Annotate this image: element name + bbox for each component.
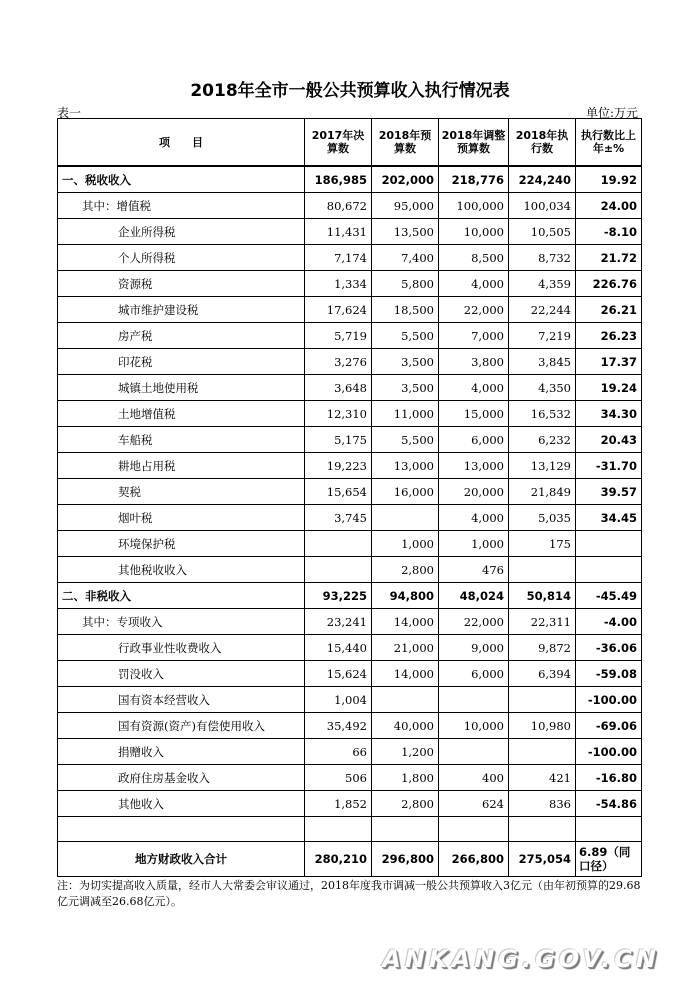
cell-2018-budget: 13,000: [372, 453, 439, 479]
cell-2018-executed: 5,035: [509, 505, 576, 531]
cell-2018-executed: 22,244: [509, 297, 576, 323]
cell-2018-budget: 18,500: [372, 297, 439, 323]
row-item-name: 环境保护税: [58, 531, 305, 557]
cell-2017-final: 1,852: [305, 791, 372, 817]
row-item-name: 行政事业性收费收入: [58, 635, 305, 661]
table-row: [58, 193, 642, 219]
row-item-name: 房产税: [58, 323, 305, 349]
table-row: [58, 557, 642, 583]
cell-2018-executed: 7,219: [509, 323, 576, 349]
cell-2017-final: 23,241: [305, 609, 372, 635]
cell-2018-adjusted: 218,776: [439, 166, 509, 193]
total-2017-final: 280,210: [305, 842, 372, 877]
table-row: [58, 739, 642, 765]
cell-growth: -54.86: [576, 791, 642, 817]
header-2017-final: 2017年决算数: [305, 119, 372, 167]
section-row: [58, 166, 642, 193]
cell-2018-adjusted: 7,000: [439, 323, 509, 349]
cell-2017-final: 11,431: [305, 219, 372, 245]
cell-2018-executed: 224,240: [509, 166, 576, 193]
cell-growth: 19.24: [576, 375, 642, 401]
table-row: [58, 765, 642, 791]
row-item-name: 企业所得税: [58, 219, 305, 245]
cell-2018-executed: 13,129: [509, 453, 576, 479]
cell-2017-final: 80,672: [305, 193, 372, 219]
cell-2018-budget: 14,000: [372, 661, 439, 687]
watermark: ANKANG.GOV.CN: [382, 945, 660, 973]
cell-2018-adjusted: 476: [439, 557, 509, 583]
cell-2018-adjusted: 100,000: [439, 193, 509, 219]
header-growth: 执行数比上年±%: [576, 119, 642, 167]
cell-growth: 24.00: [576, 193, 642, 219]
total-row: [58, 842, 642, 877]
row-item-name: 二、非税收入: [58, 583, 305, 609]
cell-2017-final: 93,225: [305, 583, 372, 609]
cell-2018-executed: 100,034: [509, 193, 576, 219]
cell-growth: 26.21: [576, 297, 642, 323]
cell-growth: -69.06: [576, 713, 642, 739]
cell-2018-adjusted: 4,000: [439, 375, 509, 401]
table-row: [58, 323, 642, 349]
cell-2018-executed: [509, 739, 576, 765]
cell-2018-budget: [372, 505, 439, 531]
cell-2018-adjusted: 6,000: [439, 661, 509, 687]
cell-2018-executed: 50,814: [509, 583, 576, 609]
row-item-name: 城市维护建设税: [58, 297, 305, 323]
table-row: [58, 505, 642, 531]
cell-2017-final: 12,310: [305, 401, 372, 427]
cell-2018-executed: 175: [509, 531, 576, 557]
row-item-name: 其中：增值税: [58, 193, 305, 219]
cell-2017-final: 15,624: [305, 661, 372, 687]
table-row: [58, 661, 642, 687]
cell-2017-final: 5,719: [305, 323, 372, 349]
cell-2018-budget: 16,000: [372, 479, 439, 505]
total-label: 地方财政收入合计: [58, 842, 305, 877]
cell-2017-final: 7,174: [305, 245, 372, 271]
header-2018-executed: 2018年执行数: [509, 119, 576, 167]
cell-2018-executed: [509, 687, 576, 713]
header-item: 项 目: [58, 119, 305, 167]
row-item-name: 罚没收入: [58, 661, 305, 687]
unit-label: 单位:万元: [585, 106, 638, 120]
cell-growth: [576, 531, 642, 557]
cell-growth: -59.08: [576, 661, 642, 687]
total-2018-budget: 296,800: [372, 842, 439, 877]
cell-2018-budget: 94,800: [372, 583, 439, 609]
table-row: [58, 219, 642, 245]
table-row: [58, 375, 642, 401]
row-item-name: 烟叶税: [58, 505, 305, 531]
cell-2018-adjusted: [439, 687, 509, 713]
cell-growth: -4.00: [576, 609, 642, 635]
cell-2018-executed: 10,980: [509, 713, 576, 739]
cell-2018-executed: [509, 557, 576, 583]
table-row: [58, 427, 642, 453]
blank-cell: [439, 817, 509, 842]
row-item-name: 捐赠收入: [58, 739, 305, 765]
cell-2018-adjusted: 624: [439, 791, 509, 817]
cell-2017-final: 5,175: [305, 427, 372, 453]
cell-2018-executed: 22,311: [509, 609, 576, 635]
cell-2018-adjusted: 15,000: [439, 401, 509, 427]
row-item-name: 政府住房基金收入: [58, 765, 305, 791]
cell-growth: -36.06: [576, 635, 642, 661]
blank-cell: [576, 817, 642, 842]
cell-growth: -100.00: [576, 739, 642, 765]
cell-2018-budget: 2,800: [372, 791, 439, 817]
cell-2017-final: 3,745: [305, 505, 372, 531]
section-row: [58, 583, 642, 609]
cell-growth: 39.57: [576, 479, 642, 505]
cell-2018-adjusted: 400: [439, 765, 509, 791]
cell-2017-final: 35,492: [305, 713, 372, 739]
row-item-name: 一、税收收入: [58, 166, 305, 193]
cell-2018-executed: 836: [509, 791, 576, 817]
cell-2018-budget: 1,800: [372, 765, 439, 791]
row-item-name: 印花税: [58, 349, 305, 375]
cell-growth: -16.80: [576, 765, 642, 791]
cell-growth: [576, 557, 642, 583]
cell-2018-executed: 3,845: [509, 349, 576, 375]
cell-2018-executed: 421: [509, 765, 576, 791]
blank-row: [58, 817, 642, 842]
total-growth: 6.89（同口径）: [576, 842, 642, 877]
cell-2017-final: 1,004: [305, 687, 372, 713]
cell-2018-budget: 13,500: [372, 219, 439, 245]
table-row: [58, 713, 642, 739]
cell-2017-final: 186,985: [305, 166, 372, 193]
table-row: [58, 453, 642, 479]
row-item-name: 土地增值税: [58, 401, 305, 427]
cell-2018-adjusted: 4,000: [439, 271, 509, 297]
row-item-name: 国有资本经营收入: [58, 687, 305, 713]
cell-2018-adjusted: 3,800: [439, 349, 509, 375]
row-item-name: 国有资源(资产)有偿使用收入: [58, 713, 305, 739]
table-label: 表一: [57, 106, 82, 120]
cell-2018-adjusted: 13,000: [439, 453, 509, 479]
cell-growth: 34.45: [576, 505, 642, 531]
row-item-name: 资源税: [58, 271, 305, 297]
cell-2018-executed: 6,232: [509, 427, 576, 453]
blank-cell: [372, 817, 439, 842]
cell-growth: 20.43: [576, 427, 642, 453]
row-item-name: 耕地占用税: [58, 453, 305, 479]
cell-2018-adjusted: 10,000: [439, 713, 509, 739]
cell-2017-final: 506: [305, 765, 372, 791]
cell-2018-budget: 11,000: [372, 401, 439, 427]
cell-2018-adjusted: 10,000: [439, 219, 509, 245]
cell-2018-budget: 5,500: [372, 427, 439, 453]
cell-growth: 21.72: [576, 245, 642, 271]
table-row: [58, 531, 642, 557]
cell-2017-final: 66: [305, 739, 372, 765]
header-2018-budget: 2018年预算数: [372, 119, 439, 167]
budget-table: [57, 118, 642, 877]
table-row: [58, 609, 642, 635]
cell-2018-budget: 5,500: [372, 323, 439, 349]
cell-growth: 19.92: [576, 166, 642, 193]
cell-growth: 226.76: [576, 271, 642, 297]
cell-2018-adjusted: 22,000: [439, 609, 509, 635]
cell-2017-final: 15,654: [305, 479, 372, 505]
cell-2018-adjusted: 20,000: [439, 479, 509, 505]
cell-2018-budget: 3,500: [372, 349, 439, 375]
cell-growth: -100.00: [576, 687, 642, 713]
blank-cell: [305, 817, 372, 842]
cell-2017-final: [305, 557, 372, 583]
cell-growth: 17.37: [576, 349, 642, 375]
cell-2018-adjusted: 22,000: [439, 297, 509, 323]
cell-2018-adjusted: 9,000: [439, 635, 509, 661]
cell-growth: 26.23: [576, 323, 642, 349]
row-item-name: 其中：专项收入: [58, 609, 305, 635]
cell-growth: -8.10: [576, 219, 642, 245]
cell-2018-budget: 21,000: [372, 635, 439, 661]
cell-2018-budget: 3,500: [372, 375, 439, 401]
table-row: [58, 791, 642, 817]
total-2018-executed: 275,054: [509, 842, 576, 877]
cell-2018-adjusted: 4,000: [439, 505, 509, 531]
cell-2018-adjusted: 6,000: [439, 427, 509, 453]
total-2018-adjusted: 266,800: [439, 842, 509, 877]
cell-2017-final: 3,276: [305, 349, 372, 375]
table-row: [58, 479, 642, 505]
cell-growth: 34.30: [576, 401, 642, 427]
footnote: 注：为切实提高收入质量，经市人大常委会审议通过，2018年度我市调减一般公共预算收入3亿元（由年初预算的29.68亿元调减至26.68亿元）。: [57, 879, 641, 908]
cell-2017-final: [305, 531, 372, 557]
table-row: [58, 297, 642, 323]
cell-growth: -31.70: [576, 453, 642, 479]
cell-2018-adjusted: 48,024: [439, 583, 509, 609]
cell-2018-adjusted: [439, 739, 509, 765]
cell-2018-budget: 7,400: [372, 245, 439, 271]
table-body: [58, 166, 642, 877]
cell-2018-executed: 6,394: [509, 661, 576, 687]
row-item-name: 车船税: [58, 427, 305, 453]
cell-2018-executed: 21,849: [509, 479, 576, 505]
cell-2017-final: 3,648: [305, 375, 372, 401]
header-2018-adjusted: 2018年调整预算数: [439, 119, 509, 167]
cell-2018-executed: 16,532: [509, 401, 576, 427]
cell-2018-executed: 10,505: [509, 219, 576, 245]
row-item-name: 其他税收收入: [58, 557, 305, 583]
table-header-row: [58, 119, 642, 167]
cell-2018-budget: 95,000: [372, 193, 439, 219]
cell-2017-final: 17,624: [305, 297, 372, 323]
cell-2017-final: 15,440: [305, 635, 372, 661]
table-row: [58, 635, 642, 661]
cell-2018-executed: 8,732: [509, 245, 576, 271]
table-row: [58, 401, 642, 427]
table-row: [58, 687, 642, 713]
cell-2018-budget: 1,200: [372, 739, 439, 765]
cell-growth: -45.49: [576, 583, 642, 609]
cell-2018-budget: 202,000: [372, 166, 439, 193]
blank-cell: [509, 817, 576, 842]
row-item-name: 契税: [58, 479, 305, 505]
table-row: [58, 349, 642, 375]
cell-2018-budget: 2,800: [372, 557, 439, 583]
cell-2018-budget: [372, 687, 439, 713]
cell-2018-adjusted: 1,000: [439, 531, 509, 557]
cell-2018-executed: 4,359: [509, 271, 576, 297]
table-row: [58, 245, 642, 271]
cell-2018-budget: 1,000: [372, 531, 439, 557]
cell-2018-budget: 40,000: [372, 713, 439, 739]
cell-2018-executed: 4,350: [509, 375, 576, 401]
cell-2017-final: 19,223: [305, 453, 372, 479]
blank-cell: [58, 817, 305, 842]
table-row: [58, 271, 642, 297]
cell-2018-adjusted: 8,500: [439, 245, 509, 271]
row-item-name: 其他收入: [58, 791, 305, 817]
cell-2018-executed: 9,872: [509, 635, 576, 661]
row-item-name: 个人所得税: [58, 245, 305, 271]
page-title: 2018年全市一般公共预算收入执行情况表: [190, 81, 510, 101]
cell-2017-final: 1,334: [305, 271, 372, 297]
row-item-name: 城镇土地使用税: [58, 375, 305, 401]
cell-2018-budget: 5,800: [372, 271, 439, 297]
cell-2018-budget: 14,000: [372, 609, 439, 635]
